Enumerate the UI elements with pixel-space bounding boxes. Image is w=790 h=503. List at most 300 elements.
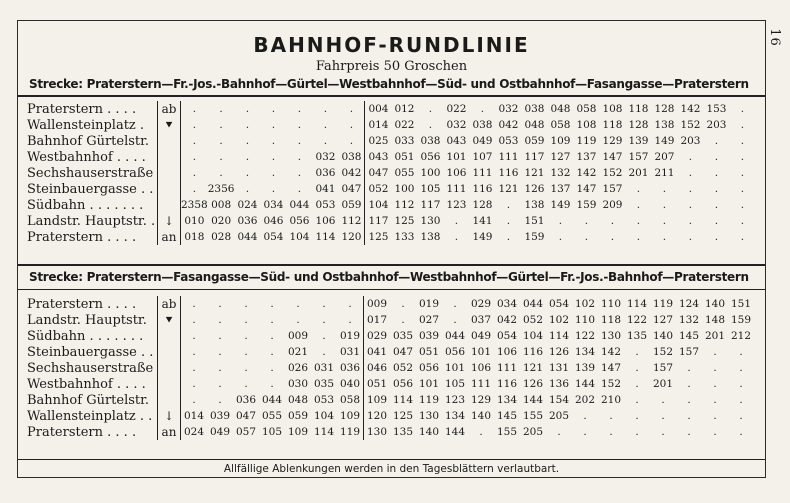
departure-time: . — [401, 314, 405, 326]
departure-time: 157 — [628, 151, 649, 163]
departure-time: 038 — [420, 135, 441, 147]
departure-time: 134 — [574, 346, 596, 358]
departure-time: . — [687, 362, 691, 374]
departure-time: 104 — [522, 330, 544, 342]
departure-time: . — [322, 314, 326, 326]
departure-time: . — [635, 394, 639, 406]
departure-time: 053 — [313, 394, 335, 406]
departure-time: 059 — [524, 135, 545, 147]
departure-time: 058 — [550, 119, 571, 131]
departure-time: . — [635, 346, 639, 358]
departure-time: . — [714, 215, 719, 227]
departure-time: 126 — [548, 346, 570, 358]
departure-time: 046 — [364, 360, 391, 376]
station-name: Landstr. Hauptstr. — [27, 312, 147, 328]
departure-time: . — [323, 135, 328, 147]
departure-time: 019 — [418, 298, 440, 310]
station-name: Praterstern . . . . — [27, 424, 137, 440]
departure-time: . — [218, 298, 222, 310]
departure-time: 2356 — [207, 183, 235, 195]
departure-time: 155 — [522, 410, 544, 422]
departure-time: . — [349, 135, 354, 147]
departure-time: 145 — [678, 330, 700, 342]
departure-time: 034 — [496, 298, 518, 310]
table-row — [27, 149, 755, 165]
departure-time: 125 — [365, 229, 392, 245]
departure-time: . — [661, 394, 665, 406]
timetable-return — [27, 296, 755, 440]
departure-time: . — [297, 135, 302, 147]
departure-time: 029 — [364, 328, 391, 344]
departure-time: . — [740, 231, 745, 243]
departure-time: . — [688, 167, 693, 179]
departure-time: 111 — [498, 151, 519, 163]
departure-time: . — [714, 151, 719, 163]
departure-time: . — [688, 231, 693, 243]
departure-time: . — [271, 167, 276, 179]
departure-time: 110 — [600, 298, 622, 310]
departure-time: 129 — [602, 135, 623, 147]
divider — [18, 289, 765, 290]
table-row — [27, 101, 755, 117]
departure-time: 044 — [522, 298, 544, 310]
departure-time: 142 — [680, 103, 701, 115]
fare-subtitle: Fahrpreis 50 Groschen — [315, 59, 468, 74]
departure-time: . — [218, 314, 222, 326]
departure-time: . — [270, 378, 274, 390]
departure-time: 210 — [600, 394, 622, 406]
station-name: Westbahnhof . . . . — [27, 376, 146, 392]
departure-time: 046 — [263, 215, 284, 227]
departure-time: . — [453, 298, 457, 310]
departure-time: 027 — [418, 314, 440, 326]
departure-time: 142 — [600, 346, 622, 358]
departure-time: 109 — [339, 410, 361, 422]
departure-time: 048 — [287, 394, 309, 406]
departure-time: . — [661, 426, 665, 438]
departure-time: 133 — [394, 231, 415, 243]
departure-time: . — [218, 378, 222, 390]
departure-time: . — [270, 314, 274, 326]
departure-time: 009 — [287, 330, 309, 342]
departure-time: . — [219, 135, 223, 147]
table-row — [27, 360, 754, 376]
table-row — [27, 328, 754, 344]
divider — [18, 264, 765, 266]
departure-time: 042 — [341, 167, 362, 179]
departure-time: 049 — [472, 135, 493, 147]
departure-time: 104 — [313, 410, 335, 422]
departure-time: 053 — [498, 135, 519, 147]
departure-time: . — [454, 215, 459, 227]
departure-time: 112 — [341, 215, 362, 227]
departure-time: 135 — [392, 426, 414, 438]
departure-time: . — [244, 378, 248, 390]
departure-time: 058 — [576, 103, 597, 115]
departure-time: 056 — [289, 215, 310, 227]
departure-time: 106 — [446, 167, 467, 179]
divider — [18, 459, 765, 460]
departure-time: 138 — [654, 119, 675, 131]
departure-time: 029 — [470, 298, 492, 310]
departure-time: . — [219, 103, 223, 115]
departure-time: 140 — [470, 410, 492, 422]
departure-time: 138 — [524, 199, 545, 211]
departure-time: . — [219, 167, 223, 179]
departure-time: 059 — [287, 410, 309, 422]
departure-time: 059 — [341, 199, 362, 211]
station-name: Sechshauserstraße — [27, 165, 154, 181]
departure-time: . — [428, 103, 433, 115]
departure-time: 101 — [446, 151, 467, 163]
departure-time: 114 — [392, 394, 414, 406]
departure-time: 147 — [602, 151, 623, 163]
departure-time: 114 — [315, 231, 336, 243]
departure-time: . — [270, 362, 274, 374]
departure-time: 144 — [522, 394, 544, 406]
departure-time: 132 — [678, 314, 700, 326]
departure-time: . — [740, 199, 745, 211]
departure-time: 028 — [211, 231, 232, 243]
departure-time: 132 — [550, 167, 571, 179]
table-row — [27, 312, 754, 328]
station-name: Steinbauergasse . . — [27, 181, 154, 197]
departure-time: 141 — [472, 215, 493, 227]
departure-time: 110 — [574, 314, 596, 326]
departure-time: 035 — [313, 378, 335, 390]
departure-time: 201 — [704, 330, 726, 342]
station-name: Steinbauergasse . . — [27, 344, 154, 360]
departure-time: 041 — [364, 344, 391, 360]
departure-time: 117 — [524, 151, 545, 163]
departure-time: 117 — [365, 213, 392, 229]
departure-time: . — [636, 231, 641, 243]
departure-time: . — [244, 330, 248, 342]
departure-time: 123 — [444, 394, 466, 406]
departure-time: . — [714, 167, 719, 179]
departure-time: . — [635, 378, 639, 390]
departure-time: 042 — [498, 119, 519, 131]
departure-time: . — [713, 378, 717, 390]
departure-time: 140 — [652, 330, 674, 342]
departure-time: 055 — [261, 410, 283, 422]
departure-time: 126 — [524, 183, 545, 195]
departure-time: 122 — [574, 330, 596, 342]
departure-time: . — [245, 183, 250, 195]
departure-time: 157 — [652, 362, 674, 374]
departure-time: 205 — [522, 426, 544, 438]
departure-time: 120 — [364, 408, 391, 424]
departure-time: 111 — [446, 183, 467, 195]
table-row — [27, 117, 755, 133]
station-name: Praterstern . . . . — [27, 229, 137, 245]
departure-time: 130 — [600, 330, 622, 342]
departure-time: 051 — [364, 376, 391, 392]
departure-time: . — [662, 231, 667, 243]
departure-time: . — [192, 378, 196, 390]
departure-time: 136 — [548, 378, 570, 390]
station-name: Sechshauserstraße — [27, 360, 154, 376]
departure-time: 2358 — [181, 199, 208, 211]
route-line-return: Strecke: Praterstern—Fasangasse—Süd- und Ostbahnhof—Westbahnhof—Gürtel—Fr.-Jos.-Bahnhof—Praterstern — [29, 270, 749, 284]
departure-time: 149 — [550, 199, 571, 211]
departure-time: 052 — [365, 181, 392, 197]
departure-time: 041 — [315, 183, 336, 195]
departure-time: 043 — [446, 135, 467, 147]
departure-time: 056 — [418, 362, 440, 374]
departure-time: . — [662, 215, 667, 227]
page-number: 16 — [767, 28, 783, 47]
departure-time: 042 — [496, 314, 518, 326]
departure-time: 104 — [365, 197, 392, 213]
departure-time: 051 — [394, 151, 415, 163]
departure-time: 056 — [420, 151, 441, 163]
departure-time: 130 — [420, 215, 441, 227]
departure-time: 116 — [522, 346, 544, 358]
departure-time: 149 — [654, 135, 675, 147]
departure-time: 124 — [678, 298, 700, 310]
departure-time: 128 — [628, 119, 649, 131]
departure-time: . — [714, 135, 719, 147]
station-name: Praterstern . . . . — [27, 101, 137, 117]
departure-time: 100 — [420, 167, 441, 179]
departure-time: . — [740, 103, 745, 115]
departure-time: 014 — [365, 117, 392, 133]
departure-time: . — [662, 183, 667, 195]
departure-time: 159 — [576, 199, 597, 211]
departure-time: 129 — [470, 394, 492, 406]
departure-time: 139 — [628, 135, 649, 147]
departure-time: . — [557, 426, 561, 438]
table-row — [27, 133, 755, 149]
departure-time: 112 — [394, 199, 415, 211]
departure-time: . — [636, 215, 641, 227]
departure-time: 134 — [496, 394, 518, 406]
departure-time: 101 — [418, 378, 440, 390]
departure-time: 049 — [470, 330, 492, 342]
departure-time: 049 — [209, 426, 231, 438]
departure-time: . — [609, 410, 613, 422]
departure-time: . — [635, 362, 639, 374]
departure-time: . — [687, 394, 691, 406]
table-row — [27, 229, 755, 245]
departure-time: 153 — [706, 103, 727, 115]
departure-time: 033 — [394, 135, 415, 147]
departure-time: 032 — [446, 119, 467, 131]
departure-time: 010 — [184, 215, 205, 227]
departure-time: 201 — [628, 167, 649, 179]
departure-time: . — [636, 199, 641, 211]
departure-time: 039 — [209, 410, 231, 422]
departure-time: . — [635, 426, 639, 438]
departure-time: 125 — [392, 410, 414, 422]
departure-time: 159 — [524, 231, 545, 243]
departure-time: 202 — [574, 394, 596, 406]
station-name: Südbahn . . . . . . . — [27, 197, 144, 213]
departure-time: . — [270, 330, 274, 342]
departure-time: 054 — [496, 330, 518, 342]
departure-time: . — [740, 151, 745, 163]
departure-time: . — [322, 346, 326, 358]
route-line-outbound: Strecke: Praterstern—Fr.-Jos.-Bahnhof—Gürtel—Westbahnhof—Süd- und Ostbahnhof—Fasangasse—Praterstern — [29, 77, 749, 91]
departure-time: . — [245, 151, 250, 163]
departure-time: . — [583, 410, 587, 422]
departure-time: 212 — [730, 330, 752, 342]
departure-time: 054 — [263, 231, 284, 243]
departure-time: . — [714, 199, 719, 211]
departure-time: . — [584, 215, 589, 227]
departure-time: 154 — [548, 394, 570, 406]
departure-time: 105 — [444, 378, 466, 390]
departure-time: 021 — [287, 346, 309, 358]
departure-time: 038 — [524, 103, 545, 115]
departure-time: 111 — [470, 378, 492, 390]
departure-time: 102 — [548, 314, 570, 326]
departure-time: 031 — [313, 362, 335, 374]
departure-time: . — [687, 378, 691, 390]
footer-note: Allfällige Ablenkungen werden in den Tagesblättern verlautbart. — [223, 463, 560, 475]
departure-time: . — [245, 119, 250, 131]
departure-time: 134 — [444, 410, 466, 422]
departure-time: 026 — [287, 362, 309, 374]
departure-time: . — [271, 135, 276, 147]
direction-marker: ↓ — [158, 408, 181, 424]
departure-time: 119 — [576, 135, 597, 147]
departure-time: . — [506, 215, 511, 227]
departure-time: 149 — [472, 231, 493, 243]
departure-time: 116 — [472, 183, 493, 195]
departure-time: 109 — [364, 392, 391, 408]
departure-time: . — [428, 119, 433, 131]
departure-time: 151 — [524, 215, 545, 227]
departure-time: 052 — [392, 362, 414, 374]
departure-time: . — [688, 199, 693, 211]
departure-time: 127 — [550, 151, 571, 163]
departure-time: . — [245, 135, 250, 147]
departure-time: 114 — [313, 426, 335, 438]
departure-time: 203 — [706, 119, 727, 131]
departure-time: . — [688, 183, 693, 195]
departure-time: 131 — [548, 362, 570, 374]
departure-time: . — [192, 394, 196, 406]
departure-time: . — [635, 410, 639, 422]
departure-time: 008 — [211, 199, 232, 211]
departure-time: 205 — [548, 410, 570, 422]
departure-time: . — [713, 362, 717, 374]
departure-time: . — [739, 410, 743, 422]
departure-time: . — [662, 199, 667, 211]
departure-time: 128 — [472, 199, 493, 211]
departure-time: 056 — [444, 346, 466, 358]
departure-time: . — [558, 215, 563, 227]
departure-time: 043 — [365, 149, 392, 165]
departure-time: . — [271, 183, 276, 195]
page-title: BAHNHOF-RUNDLINIE — [253, 33, 530, 57]
departure-time: . — [713, 346, 717, 358]
departure-time: 144 — [444, 426, 466, 438]
departure-time: . — [348, 298, 352, 310]
departure-time: 100 — [394, 183, 415, 195]
departure-time: 201 — [652, 378, 674, 390]
departure-time: 051 — [418, 346, 440, 358]
departure-time: 054 — [548, 298, 570, 310]
departure-time: . — [296, 314, 300, 326]
departure-time: . — [192, 314, 196, 326]
departure-time: 121 — [522, 362, 544, 374]
departure-time: 039 — [418, 330, 440, 342]
departure-time: . — [740, 119, 745, 131]
departure-time: 108 — [602, 103, 623, 115]
departure-time: . — [296, 298, 300, 310]
direction-marker — [158, 181, 181, 197]
departure-time: 105 — [420, 183, 441, 195]
departure-time: 159 — [730, 314, 752, 326]
departure-time: 019 — [339, 330, 361, 342]
table-row — [27, 197, 755, 213]
departure-time: 128 — [654, 103, 675, 115]
departure-time: . — [297, 119, 302, 131]
departure-time: . — [192, 362, 196, 374]
direction-marker — [158, 149, 181, 165]
departure-time: 125 — [394, 215, 415, 227]
departure-time: 012 — [394, 103, 415, 115]
timetable-outbound — [27, 101, 756, 245]
departure-time: 024 — [183, 426, 205, 438]
departure-time: . — [480, 103, 485, 115]
departure-time: . — [609, 426, 613, 438]
departure-time: . — [192, 298, 196, 310]
departure-time: 140 — [418, 426, 440, 438]
departure-time: . — [453, 314, 457, 326]
departure-time: 130 — [418, 410, 440, 422]
direction-marker — [158, 344, 181, 360]
departure-time: 203 — [680, 135, 701, 147]
departure-time: 148 — [704, 314, 726, 326]
departure-time: . — [739, 346, 743, 358]
departure-time: 117 — [420, 199, 441, 211]
departure-time: . — [688, 215, 693, 227]
departure-time: 009 — [364, 296, 391, 312]
departure-time: 048 — [550, 103, 571, 115]
table-row — [27, 408, 754, 424]
departure-time: 014 — [183, 410, 205, 422]
departure-time: . — [192, 330, 196, 342]
departure-time: 047 — [365, 165, 392, 181]
departure-time: 053 — [315, 199, 336, 211]
departure-time: . — [558, 231, 563, 243]
departure-time: 123 — [446, 199, 467, 211]
departure-time: 047 — [392, 346, 414, 358]
station-name: Südbahn . . . . . . . — [27, 328, 144, 344]
departure-time: . — [323, 103, 328, 115]
departure-time: 151 — [730, 298, 752, 310]
departure-time: . — [323, 119, 328, 131]
departure-time: 004 — [365, 101, 392, 117]
departure-time: 047 — [235, 410, 257, 422]
departure-time: 036 — [237, 215, 258, 227]
departure-time: 031 — [339, 346, 361, 358]
departure-time: 139 — [574, 362, 596, 374]
departure-time: 130 — [364, 424, 391, 440]
station-name: Bahnhof Gürtelstr. — [27, 392, 150, 408]
departure-time: 207 — [654, 151, 675, 163]
departure-time: . — [454, 231, 459, 243]
departure-time: . — [349, 119, 354, 131]
direction-marker — [158, 328, 181, 344]
departure-time: . — [270, 346, 274, 358]
departure-time: . — [348, 314, 352, 326]
departure-time: 140 — [704, 298, 726, 310]
